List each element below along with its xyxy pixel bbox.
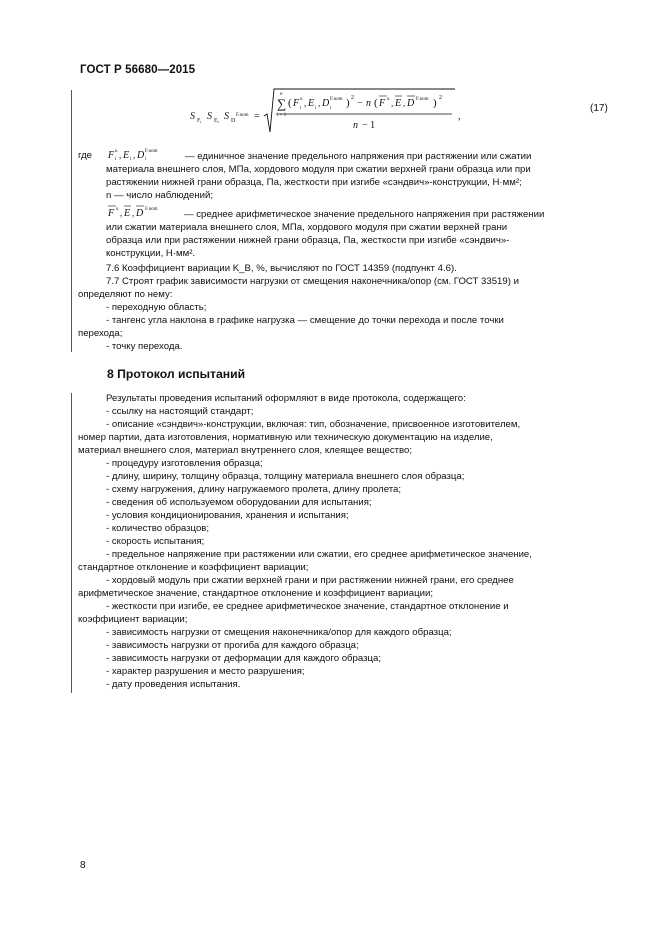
svg-text:F: F bbox=[293, 98, 300, 109]
list-item: - тангенс угла наклона в графике нагрузка — смещение до точки перехода и после точки bbox=[106, 315, 504, 326]
svg-text:,: , bbox=[318, 98, 321, 108]
svg-text:u: u bbox=[116, 207, 119, 212]
list-item: - описание «сэндвич»-конструкции, включая: тип, обозначение, присвоенное изготовителем, bbox=[106, 419, 521, 430]
svg-text:,: , bbox=[133, 150, 136, 160]
svg-text:=: = bbox=[254, 111, 260, 122]
clause-7-7-line1: 7.7 Строят график зависимости нагрузки от смещения наконечника/опор (см. ГОСТ 33519) и bbox=[106, 276, 519, 287]
def1-line1: — единичное значение предельного напряжения при растяжении или сжатии bbox=[185, 151, 532, 162]
svg-text:i: i bbox=[145, 157, 147, 162]
list-item: - сведения об используемом оборудовании для испытания; bbox=[106, 497, 372, 508]
svg-text:(: ( bbox=[288, 97, 292, 109]
list-item: стандартное отклонение и коэффициент вариации; bbox=[78, 562, 309, 573]
svg-text:S: S bbox=[224, 111, 229, 122]
svg-text:F.nom: F.nom bbox=[330, 97, 343, 102]
svg-text:∑: ∑ bbox=[277, 96, 287, 111]
svg-text:S: S bbox=[207, 111, 212, 122]
where-label: где bbox=[78, 150, 93, 161]
list-item: арифметическое значение, стандартное отклонение и коэффициент вариации; bbox=[78, 588, 433, 599]
section-intro: Результаты проведения испытаний оформляют в виде протокола, содержащего: bbox=[106, 393, 466, 404]
list-item: - точку перехода. bbox=[106, 341, 183, 352]
svg-text:,: , bbox=[458, 111, 461, 122]
list-item: - количество образцов; bbox=[106, 523, 210, 534]
svg-text:D: D bbox=[231, 118, 236, 124]
list-item: номер партии, дата изготовления, нормативную или техническую документацию на изделие, bbox=[78, 432, 493, 443]
svg-text:F.nom: F.nom bbox=[236, 113, 249, 118]
svg-text:): ) bbox=[433, 97, 437, 109]
svg-text:2: 2 bbox=[351, 95, 354, 101]
list-item: - условия кондиционирования, хранения и испытания; bbox=[106, 510, 349, 521]
list-item: - характер разрушения и место разрушения; bbox=[106, 666, 305, 677]
list-item: - предельное напряжение при растяжении или сжатии, его среднее арифметическое значение, bbox=[106, 549, 532, 560]
change-bar-bottom bbox=[71, 393, 72, 693]
list-item: - зависимость нагрузки от деформации для каждого образца; bbox=[106, 653, 381, 664]
equation-number: (17) bbox=[590, 103, 608, 114]
svg-text:u: u bbox=[300, 97, 303, 102]
change-bar-top bbox=[71, 90, 72, 352]
svg-text:F.nom: F.nom bbox=[416, 97, 429, 102]
svg-text:n: n bbox=[280, 92, 283, 97]
def3-line2: или сжатии материала внешнего слоя, МПа, хордового модуля при сжатии верхней грани bbox=[106, 222, 508, 233]
page-number: 8 bbox=[80, 860, 86, 871]
svg-text:i: i bbox=[115, 157, 117, 162]
list-item: материал внешнего слоя, материал внутреннего слоя, клеящее вещество; bbox=[78, 445, 413, 456]
svg-text:E: E bbox=[124, 208, 131, 219]
def3-line4: конструкции, Н·мм². bbox=[106, 248, 196, 259]
def3-line1: — среднее арифметическое значение предельного напряжения при растяжении bbox=[184, 209, 545, 220]
svg-text:S: S bbox=[190, 111, 195, 122]
section-title: 8 Протокол испытаний bbox=[107, 367, 246, 381]
svg-text:i = 1: i = 1 bbox=[277, 113, 287, 118]
svg-text:E: E bbox=[308, 98, 315, 109]
formula-17 bbox=[190, 88, 620, 138]
svg-text:E,: E, bbox=[214, 118, 220, 124]
svg-text:i: i bbox=[330, 106, 332, 111]
svg-text:2: 2 bbox=[439, 95, 442, 101]
svg-text:,: , bbox=[120, 208, 123, 218]
def3-line3: образца или при растяжении нижней грани образца, Па, жесткости при изгибе «сэндвич»- bbox=[106, 235, 510, 246]
svg-text:i: i bbox=[315, 106, 317, 111]
symbol-mean-values bbox=[106, 203, 186, 221]
svg-text:,: , bbox=[391, 98, 394, 108]
list-item: - хордовый модуль при сжатии верхней грани и при растяжении нижней грани, его среднее bbox=[106, 575, 514, 586]
def1-line2: материала внешнего слоя, МПа, хордового модуля при сжатии верхней грани образца или при bbox=[106, 164, 531, 175]
list-item: - зависимость нагрузки от смещения наконечника/опор для каждого образца; bbox=[106, 627, 452, 638]
list-item: - скорость испытания; bbox=[106, 536, 205, 547]
list-item: - дату проведения испытания. bbox=[106, 679, 241, 690]
svg-text:F: F bbox=[108, 150, 115, 161]
svg-text:−: − bbox=[357, 98, 363, 109]
def1-line3: растяжении нижней грани образца, Па, жесткости при изгибе «сэндвич»-конструкции, Н·мм²; bbox=[106, 177, 522, 188]
svg-text:u: u bbox=[115, 149, 118, 154]
svg-text:F,: F, bbox=[197, 118, 202, 124]
svg-text:): ) bbox=[346, 97, 350, 109]
svg-text:F: F bbox=[379, 98, 386, 109]
clause-7-7-line2: определяют по нему: bbox=[78, 289, 173, 300]
list-item: - ссылку на настоящий стандарт; bbox=[106, 406, 254, 417]
document-code: ГОСТ Р 56680—2015 bbox=[80, 64, 196, 76]
svg-text:i: i bbox=[300, 106, 302, 111]
svg-text:,: , bbox=[403, 98, 406, 108]
svg-text:E: E bbox=[123, 150, 130, 161]
svg-text:,: , bbox=[304, 98, 307, 108]
symbol-individual-values bbox=[106, 145, 186, 163]
svg-text:(: ( bbox=[374, 97, 378, 109]
list-item: - процедуру изготовления образца; bbox=[106, 458, 263, 469]
list-item: - жесткости при изгибе, ее среднее арифметическое значение, стандартное отклонение и bbox=[106, 601, 509, 612]
list-item: - зависимость нагрузки от прогиба для каждого образца; bbox=[106, 640, 359, 651]
list-item: - переходную область; bbox=[106, 302, 207, 313]
svg-text:D: D bbox=[322, 98, 330, 109]
list-item: - схему нагружения, длину нагружаемого пролета, длину пролета; bbox=[106, 484, 402, 495]
svg-text:E: E bbox=[395, 98, 402, 109]
svg-text:n: n bbox=[353, 120, 358, 131]
svg-text:n: n bbox=[366, 98, 371, 109]
list-item: перехода; bbox=[78, 328, 123, 339]
svg-text:,: , bbox=[132, 208, 135, 218]
list-item: - длину, ширину, толщину образца, толщину материала внешнего слоя образца; bbox=[106, 471, 465, 482]
list-item: коэффициент вариации; bbox=[78, 614, 188, 625]
svg-text:F.nom: F.nom bbox=[145, 207, 158, 212]
svg-text:D: D bbox=[137, 150, 145, 161]
svg-text:i: i bbox=[130, 157, 132, 162]
svg-text:F: F bbox=[108, 208, 115, 219]
clause-7-6: 7.6 Коэффициент вариации K_B, %, вычисляют по ГОСТ 14359 (подпункт 4.6). bbox=[106, 263, 457, 274]
def2: n — число наблюдений; bbox=[106, 190, 214, 201]
svg-text:D: D bbox=[407, 98, 415, 109]
svg-text:D: D bbox=[136, 208, 144, 219]
svg-text:F.nom: F.nom bbox=[145, 149, 158, 154]
svg-text:,: , bbox=[119, 150, 122, 160]
svg-text:u: u bbox=[387, 97, 390, 102]
svg-text:− 1: − 1 bbox=[362, 120, 376, 131]
